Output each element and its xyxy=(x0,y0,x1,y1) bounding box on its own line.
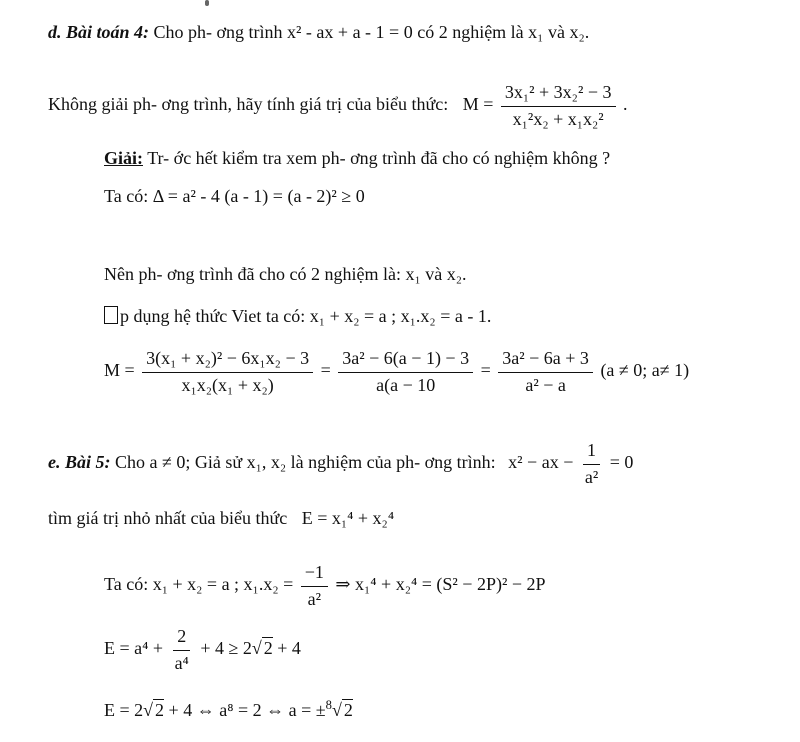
m-fraction-3-denominator: a² − a xyxy=(525,374,566,395)
solution5-line1-post: ⇒ x₁⁴ + x₂⁴ = (S² − 2P)² − 2P xyxy=(335,574,546,595)
equals-sign: = xyxy=(480,360,491,381)
solution5-line2-fraction xyxy=(171,626,193,674)
sqrt-radicand: 2 xyxy=(155,700,165,720)
problem5-eq-denominator: a² xyxy=(584,466,599,487)
solution4-check-text: Tr- ớc hết kiểm tra xem ph- ơng trình đã cho có nghiệm không ? xyxy=(147,148,611,168)
viet-text: p dụng hệ thức Viet ta có: x₁ + x₂ = a ; x₁.x₂ = a - 1. xyxy=(120,306,492,326)
sqrt-sign: √ xyxy=(143,700,154,720)
m-fraction-3 xyxy=(498,348,593,396)
problem5-eq-numerator: 1 xyxy=(583,440,600,465)
solution5-line2-numerator: 2 xyxy=(173,626,190,651)
problem4-heading: d. Bài toán 4: xyxy=(48,22,150,42)
problem4-equation: x² - ax + a - 1 = 0 xyxy=(287,22,413,42)
solution5-line2-pre: E = a⁴ + xyxy=(104,638,164,659)
solution-label: Giải: xyxy=(104,148,143,168)
missing-glyph-icon xyxy=(104,306,118,324)
solution5-line2-post-b: + 4 xyxy=(277,638,301,659)
problem4-instruction-line xyxy=(48,82,628,130)
conclusion-text: Nên ph- ơng trình đã cho có 2 nghiệm là: x₁ và x₂. xyxy=(104,264,467,284)
problem5-task: tìm giá trị nhỏ nhất của biểu thức xyxy=(48,508,288,528)
m-fraction-1-numerator: 3(x₁ + x₂)² − 6x₁x₂ − 3 xyxy=(142,348,313,373)
m-label: M = xyxy=(462,94,494,115)
e-expression: E = x₁⁴ + x₂⁴ xyxy=(301,508,395,528)
m-computation-label: M = xyxy=(104,360,135,381)
problem4-instruction: Không giải ph- ơng trình, hãy tính giá trị của biểu thức: xyxy=(48,94,449,115)
problem5-statement: Cho a ≠ 0; Giả sử x₁, x₂ là nghiệm của ph- ơng trình: xyxy=(115,452,496,473)
m-denominator: x₁²x₂ + x₁x₂² xyxy=(512,108,604,129)
root-index: 8 xyxy=(325,698,332,712)
m-numerator: 3x₁² + 3x₂² − 3 xyxy=(501,82,616,107)
m-fraction-2 xyxy=(338,348,473,396)
problem5-heading: e. Bài 5: xyxy=(48,452,111,473)
delta-line xyxy=(104,186,365,208)
solution5-line2 xyxy=(104,626,301,674)
equals-sign: = xyxy=(320,360,331,381)
problem5-line xyxy=(48,440,633,488)
m-fraction xyxy=(501,82,616,130)
solution5-line3-pre: E = 2 xyxy=(104,700,144,720)
solution5-line2-denominator: a⁴ xyxy=(174,652,189,673)
sqrt-radicand: 2 xyxy=(343,700,353,720)
sqrt-radicand: 2 xyxy=(263,638,273,659)
problem4-statement-post: có 2 nghiệm là x₁ và x₂. xyxy=(417,22,590,42)
m-fraction-2-denominator: a(a − 10 xyxy=(376,374,436,395)
viet-line xyxy=(104,306,491,328)
problem5-eq-fraction xyxy=(581,440,602,488)
solution5-line1-denominator: a² xyxy=(307,588,322,609)
problem4-statement-pre: Cho ph- ơng trình xyxy=(153,22,283,42)
problem5-eq-post: = 0 xyxy=(609,452,634,473)
problem5-eq-pre: x² − ax − xyxy=(508,452,574,473)
m-condition: (a ≠ 0; a≠ 1) xyxy=(600,360,690,381)
m-fraction-3-numerator: 3a² − 6a + 3 xyxy=(498,348,593,373)
delta-text: Ta có: Δ = a² - 4 (a - 1) = (a - 2)² ≥ 0 xyxy=(104,186,365,206)
conclusion-line xyxy=(104,264,467,286)
m-fraction-1-denominator: x₁x₂(x₁ + x₂) xyxy=(181,374,274,395)
solution5-line1-numerator: −1 xyxy=(301,562,328,587)
solution5-line3-mid: + 4 ⇔ a⁸ = 2 ⇔ a = ± xyxy=(168,700,326,720)
m-fraction-2-numerator: 3a² − 6(a − 1) − 3 xyxy=(338,348,473,373)
sqrt-sign: √ xyxy=(251,638,262,659)
solution5-line1 xyxy=(104,562,546,610)
m-period: . xyxy=(623,94,628,115)
solution5-line1-pre: Ta có: x₁ + x₂ = a ; x₁.x₂ = xyxy=(104,574,294,595)
m-computation-line xyxy=(104,348,689,396)
solution5-line2-post-a: + 4 ≥ 2 xyxy=(200,638,252,659)
scan-artifact xyxy=(205,0,209,6)
solution5-line1-fraction xyxy=(301,562,328,610)
solution5-line3 xyxy=(104,700,353,722)
problem4-line xyxy=(48,22,589,44)
problem5-task-line xyxy=(48,508,394,530)
sqrt-sign: √ xyxy=(331,700,342,720)
m-fraction-1 xyxy=(142,348,313,396)
solution4-check-line xyxy=(104,148,610,170)
